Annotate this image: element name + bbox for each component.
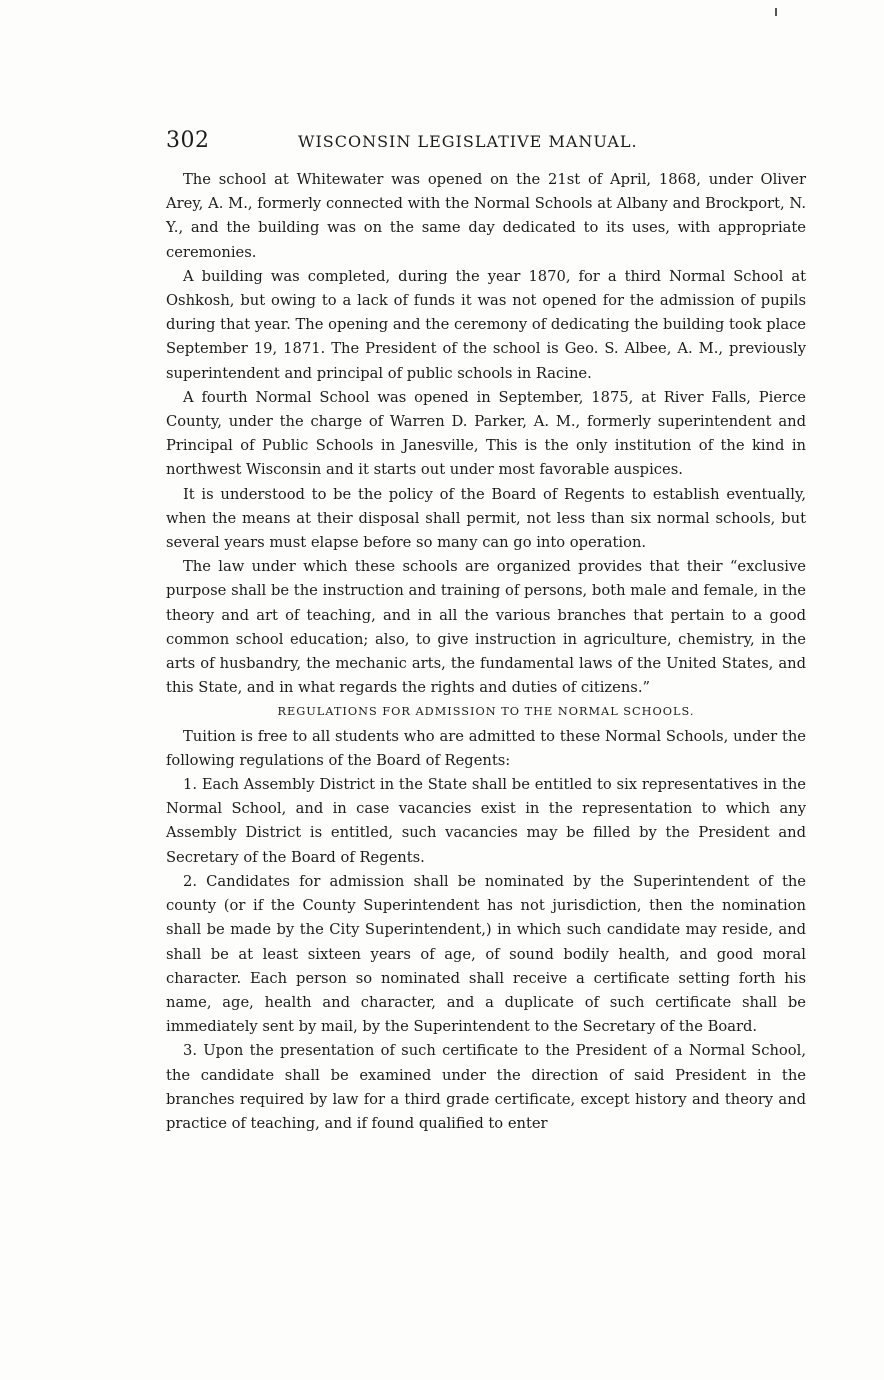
regulation-3: 3. Upon the presentation of such certificate to the President of a Normal School, the candidate shall be examined under the direction of said President in the branches required by law for a third grade certificate, except history and theory and practice of teaching, and if found qualified to enter bbox=[166, 1042, 806, 1132]
paragraph-whitewater: The school at Whitewater was opened on the 21st of April, 1868, under Oliver Arey, A. M., formerly connected with the Normal Schools at Albany and Brockport, N. Y., and the building was on the same day dedicated to its uses, with appropriate ceremonies. bbox=[166, 171, 806, 261]
page-number: 302 bbox=[166, 128, 210, 153]
scan-mark bbox=[775, 8, 777, 16]
regulation-1: 1. Each Assembly District in the State shall be entitled to six representatives in the Normal School, and in case vacancies exist in the representation to which any Assembly District is entitled, such vacancies may be filled by the President and Secretary of the Board of Regents. bbox=[166, 776, 806, 866]
paragraph-river-falls: A fourth Normal School was opened in September, 1875, at River Falls, Pierce County, under the charge of Warren D. Parker, A. M., formerly superintendent and Principal of Public Schools in Janesville, This is the only institution of the kind in northwest Wisconsin and it starts out under most favorable auspices. bbox=[166, 388, 806, 479]
paragraph-board-policy: It is understood to be the policy of the Board of Regents to establish eventually, when the means at their disposal shall permit, not less than six normal schools, but several years must elapse before so many can go into operation. bbox=[166, 485, 806, 552]
running-title: WISCONSIN LEGISLATIVE MANUAL. bbox=[298, 132, 638, 151]
book-page bbox=[166, 128, 806, 1136]
page-body bbox=[166, 168, 806, 1136]
paragraph-oshkosh: A building was completed, during the year 1870, for a third Normal School at Oshkosh, but owing to a lack of funds it was not opened for the admission of pupils during that year. The opening and the ceremony of dedicating the building took place September 19, 1871. The President of the school is Geo. S. Albee, A. M., previously superintendent and principal of public schools in Racine. bbox=[166, 267, 806, 382]
paragraph-tuition: Tuition is free to all students who are admitted to these Normal Schools, under the following regulations of the Board of Regents: bbox=[166, 727, 806, 769]
paragraph-law-purpose: The law under which these schools are organized provides that their “exclusive purpose shall be the instruction and training of persons, both male and female, in the theory and art of teaching, and in all the various branches that pertain to a good common school education; also, to give instruction in agriculture, chemistry, in the arts of husbandry, the mechanic arts, the fundamental laws of the United States, and this State, and in what regards the rights and duties of citizens.” bbox=[166, 558, 806, 697]
section-heading: REGULATIONS FOR ADMISSION TO THE NORMAL SCHOOLS. bbox=[277, 705, 695, 719]
page-header bbox=[166, 128, 806, 168]
regulation-2: 2. Candidates for admission shall be nominated by the Superintendent of the county (or if the County Superintendent has not jurisdiction, then the nomination shall be made by the City Superintendent,) in which such candidate may reside, and shall be at least sixteen years of age, of sound bodily health, and good moral character. Each person so nominated shall receive a certificate setting forth his name, age, health and character, and a duplicate of such certificate shall be immediately sent by mail, by the Superintendent to the Secretary of the Board. bbox=[166, 872, 806, 1036]
